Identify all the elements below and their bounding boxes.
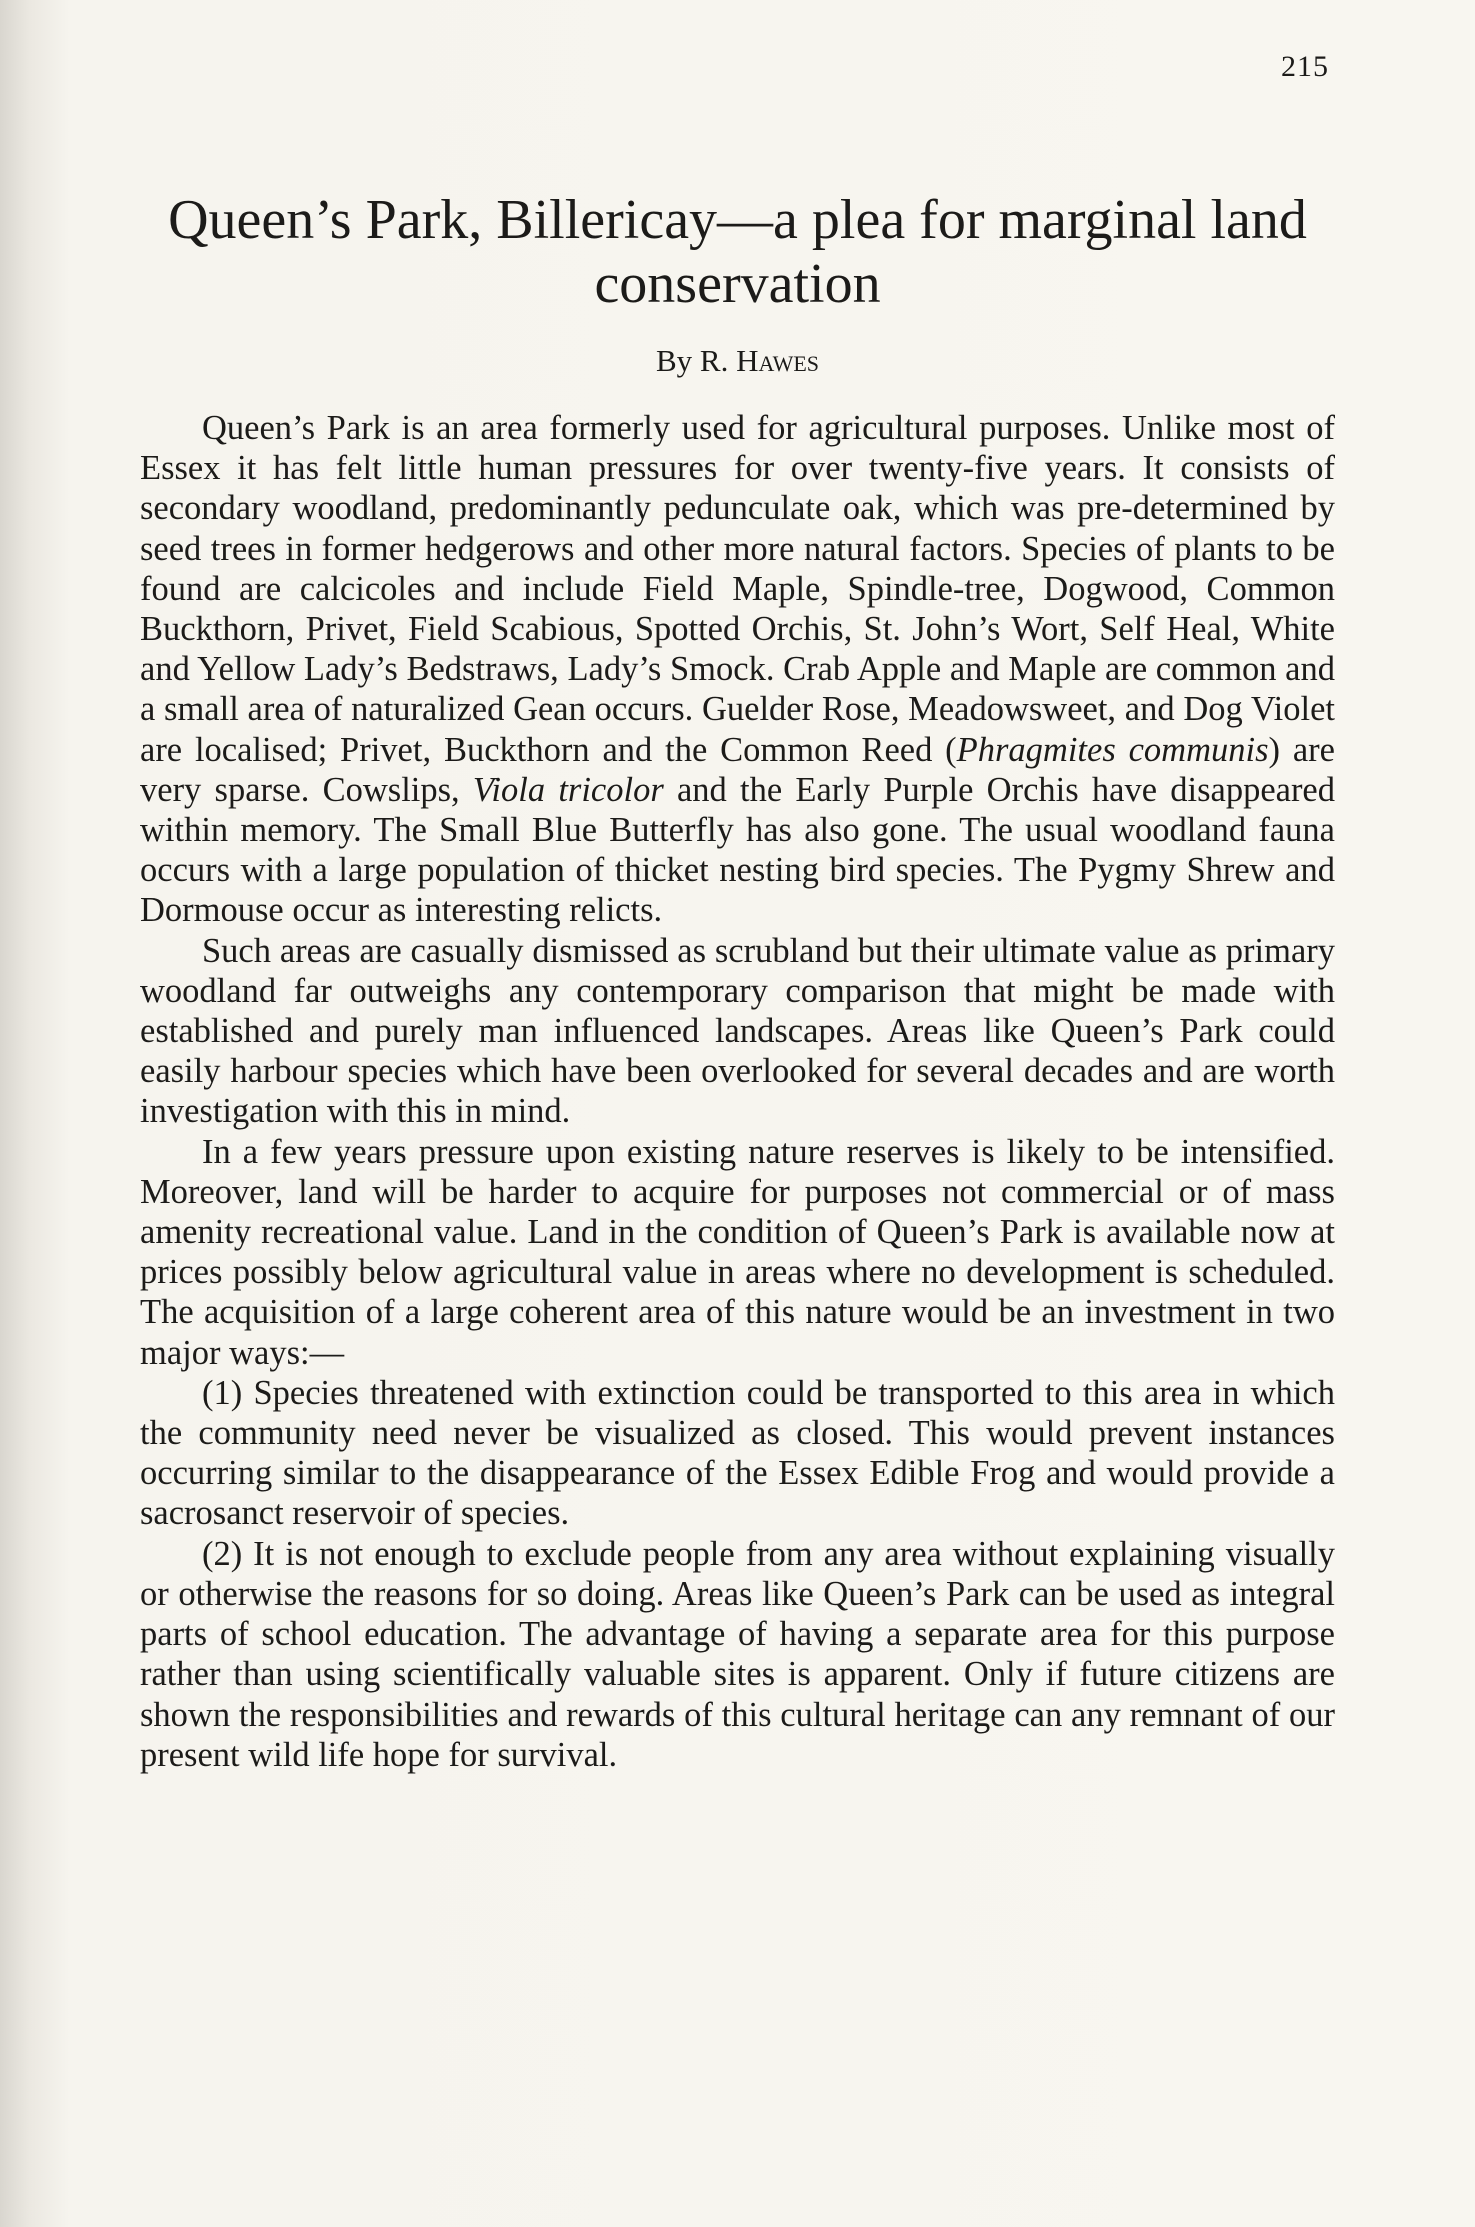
paragraph-2 [140, 931, 1335, 1132]
text-segment: Queen’s Park is an area formerly used for agricultural purposes. Unlike most of Essex it has felt little human pressures for over twenty-five years. It consists of secondary woodland, predominantly pedunculate oak, which was pre-determined by seed trees in former hedgerows and other more natural factors. Species of plants to be found are calcicoles and include Field Maple, Spindle-tree, Dogwood, Common Buckthorn, Privet, Field Scabious, Spotted Orchis, St. John’s Wort, Self Heal, White and Yellow Lady’s Bedstraws, Lady’s Smock. Crab Apple and Maple are common and a small area of naturalized Gean occurs. Guelder Rose, Meadowsweet, and Dog Violet are localised; Privet, Buckthorn and the Common Reed ( [140, 409, 1335, 769]
text-segment: (2) It is not enough to exclude people from any area without explaining visually or otherwise the reasons for so doing. Areas like Queen’s Park can be used as integral parts of school education. The advantage of having a separate area for this purpose rather than using scientifically valuable sites is apparent. Only if future citizens are shown the responsibilities and rewards of this cultural heritage can any remnant of our present wild life hope for survival. [140, 1534, 1335, 1774]
paragraph-1 [140, 408, 1335, 931]
paragraph-4 [140, 1373, 1335, 1534]
byline-prefix: By R. [655, 343, 737, 378]
paragraph-5 [140, 1534, 1335, 1775]
text-segment: ) are very sparse. Cowslips, [140, 730, 1335, 809]
text-segment: (1) Species threatened with extinction could be transported to this area in which the community need never be visualized as closed. This would prevent instances occurring similar to the disappearance of the Essex Edible Frog and would provide a sacrosanct reservoir of species. [140, 1373, 1335, 1533]
text-segment: In a few years pressure upon existing nature reserves is likely to be intensified. Moreover, land will be harder to acquire for purposes not commercial or of mass amenity recreational value. Land in the condition of Queen’s Park is available now at prices possibly below agricultural value in areas where no development is scheduled. The acquisition of a large coherent area of this nature would be an investment in two major ways:— [140, 1132, 1335, 1372]
paragraph-3 [140, 1132, 1335, 1373]
text-segment: and the Early Purple Orchis have disappeared within memory. The Small Blue Butterfly has also gone. The usual woodland fauna occurs with a large population of thicket nesting bird species. The Pygmy Shrew and Dormouse occur as interesting relicts. [140, 770, 1335, 930]
article-title: Queen’s Park, Billericay—a plea for marginal land conservation [168, 189, 1307, 315]
text-segment: Such areas are casually dismissed as scrubland but their ultimate value as primary woodland far outweighs any contemporary comparison that might be made with established and purely man influenced landscapes. Areas like Queen’s Park could easily harbour species which have been overlooked for several decades and are worth investigation with this in mind. [140, 931, 1335, 1131]
page-number: 215 [1281, 50, 1329, 83]
species-name: Viola tricolor [472, 770, 664, 809]
byline [140, 343, 1335, 379]
species-name: Phragmites communis [956, 730, 1269, 769]
byline-author: Hawes [736, 343, 820, 378]
article-body [140, 408, 1335, 1775]
